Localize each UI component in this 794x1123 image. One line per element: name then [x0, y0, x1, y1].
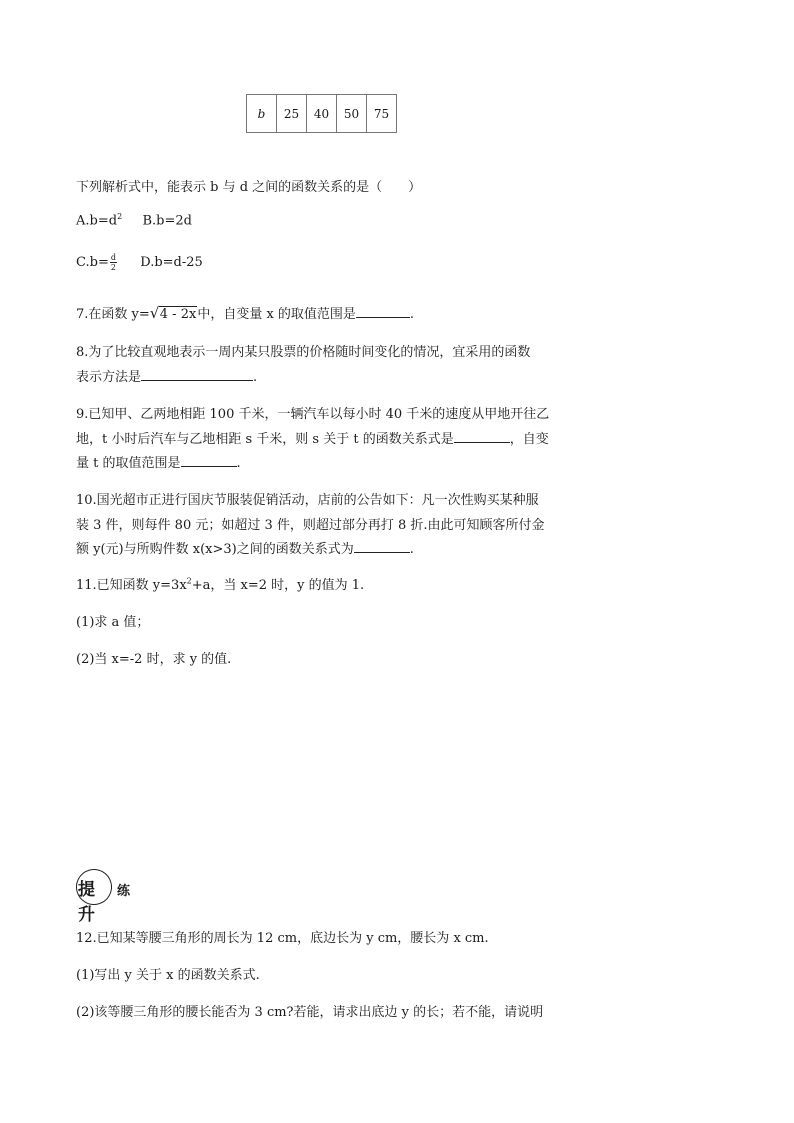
q10-line2: 装 3 件，则每件 80 元；如超过 3 件，则超过部分再打 8 折.由此可知顾客所付金 [76, 518, 545, 533]
table-cell: 40 [307, 95, 337, 133]
q6-options-cd [76, 253, 203, 272]
q9-line2-text: 地，t 小时后汽车与乙地相距 s 千米，则 s 关于 t 的函数关系式是 [76, 432, 454, 447]
fraction-numerator: d [110, 253, 116, 262]
q10-line3-text: 额 y(元)与所购件数 x(x>3)之间的函数关系式为 [76, 542, 354, 557]
q11-stem [76, 574, 364, 593]
q7-end: . [409, 307, 415, 322]
q7-pre: 7.在函数 y= [76, 307, 150, 322]
table-cell: 25 [277, 95, 307, 133]
q10-line1: 10.国光超市正进行国庆节服装促销活动，店前的公告如下：凡一次性购买某种服 [76, 493, 539, 508]
table-cell: 75 [367, 95, 397, 133]
q7-answer-blank[interactable] [356, 303, 410, 318]
q9-line1: 9.已知甲、乙两地相距 100 千米，一辆汽车以每小时 40 千米的速度从甲地开往乙 [76, 407, 550, 422]
q6-option-c: C.b= [76, 255, 109, 270]
q10-answer-blank[interactable] [354, 538, 410, 553]
q11-part2: (2)当 x=-2 时，求 y 的值. [76, 652, 232, 667]
data-table [246, 94, 397, 133]
q7-radicand: 4 - 2x [159, 307, 197, 322]
q7-post: 中，自变量 x 的取值范围是 [197, 307, 356, 322]
q11-pre: 11.已知函数 y=3x [76, 578, 187, 593]
q6-options-ab [76, 212, 192, 228]
q6-stem: 下列解析式中，能表示 b 与 d 之间的函数关系的是（ ） [76, 180, 422, 195]
table-row [247, 95, 397, 133]
q7-text [76, 303, 414, 322]
q11-post: +a，当 x=2 时，y 的值为 1. [191, 578, 365, 593]
section-badge-suffix: 练 [117, 884, 131, 899]
fraction-denominator: 2 [110, 263, 116, 272]
q9-answer-blank-2[interactable] [181, 452, 237, 467]
table-header-cell: b [247, 95, 277, 133]
table-cell: 50 [337, 95, 367, 133]
q9-answer-blank-1[interactable] [454, 428, 510, 443]
q9-line2-tail: ，自变 [509, 432, 549, 447]
q10-end: . [409, 542, 414, 557]
sqrt-icon: √ [149, 304, 160, 322]
q6-option-a-exponent: 2 [117, 212, 123, 221]
section-badge-label: 提升 [78, 880, 94, 925]
q10-line3 [76, 538, 414, 557]
q9-line3-text: 量 t 的取值范围是 [76, 456, 181, 471]
q9-end: . [236, 456, 241, 471]
q8-line1: 8.为了比较直观地表示一周内某只股票的价格随时间变化的情况，宜采用的函数 [76, 345, 531, 360]
q6-option-a: A.b=d [76, 213, 118, 229]
q12-stem: 12.已知某等腰三角形的周长为 12 cm，底边长为 y cm，腰长为 x cm. [76, 931, 489, 946]
q8-line2-text: 表示方法是 [76, 370, 142, 385]
q12-part2: (2)该等腰三角形的腰长能否为 3 cm?若能，请求出底边 y 的长；若不能，请说明 [76, 1005, 544, 1020]
q8-answer-blank[interactable] [141, 366, 253, 381]
q9-line2 [76, 428, 549, 447]
sqrt-expression [150, 306, 198, 322]
q11-exponent: 2 [186, 576, 192, 586]
q6-option-c-fraction [110, 253, 117, 272]
q6-option-b: B.b=2d [142, 213, 192, 229]
q11-part1: (1)求 a 值； [76, 615, 150, 630]
q9-line3 [76, 452, 241, 471]
q12-part1: (1)写出 y 关于 x 的函数关系式. [76, 968, 260, 983]
q6-option-d: D.b=d-25 [140, 255, 203, 270]
q8-line2 [76, 366, 257, 385]
q8-end: . [253, 370, 258, 385]
